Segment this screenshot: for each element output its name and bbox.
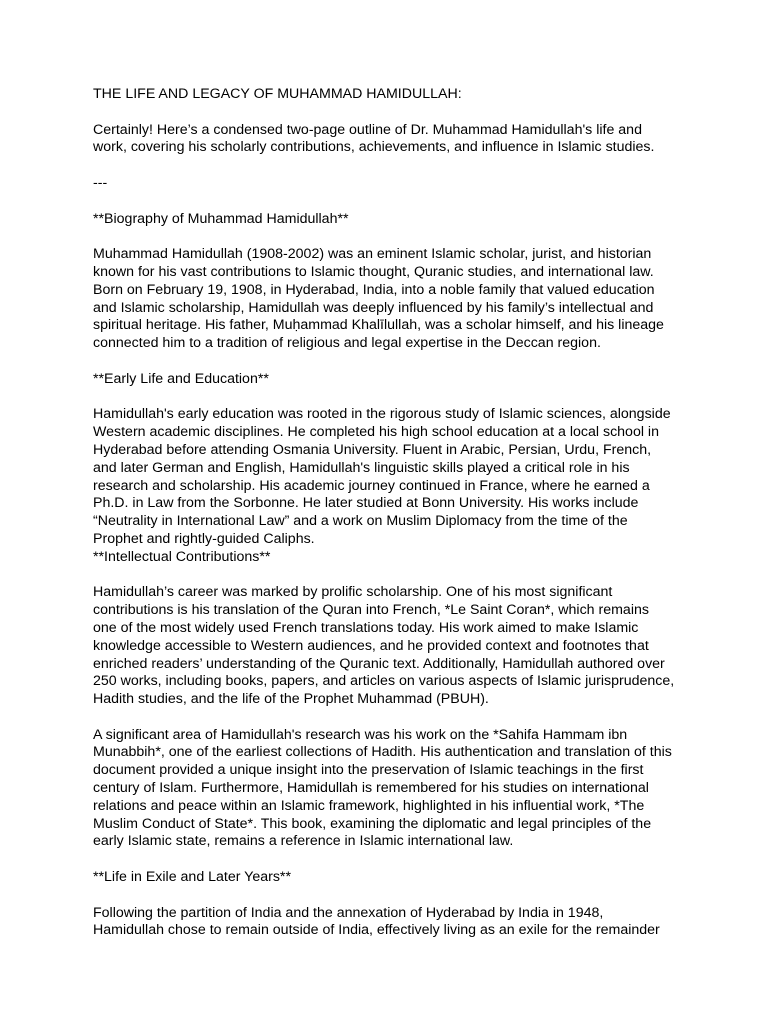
exile-paragraph: Following the partition of India and the annexation of Hyderabad by India in 1948, Hamidullah chose to remain outside of India, effectively living as an exile for the remainder — [93, 904, 660, 939]
early-life-paragraph: Hamidullah's early education was rooted in the rigorous study of Islamic sciences, alongside Western academic disciplines. He completed his high school education at a local school in Hyderabad before attending Osmania University. Fluent in Arabic, Persian, Urdu, French, and later German and English, Hamidullah's linguistic skills played a critical role in his research and scholarship. His academic journey continued in France, where he earned a Ph.D. in Law from the Sorbonne. He later studied at Bonn University. His works include “Neutrality in International Law” and a work on Muslim Diplomacy from the time of the Prophet and rightly-guided Caliphs. — [93, 406, 671, 547]
exile-heading: **Life in Exile and Later Years** — [93, 869, 291, 886]
early-life-heading: **Early Life and Education** — [93, 370, 269, 387]
contributions-paragraph-1: Hamidullah’s career was marked by prolific scholarship. One of his most significant contributions is his translation of the Quran into French, *Le Saint Coran*, which remains one of the most widely used French translations today. His work aimed to make Islamic knowledge accessible to Western audiences, and he provided context and footnotes that enriched readers’ understanding of the Quranic text. Additionally, Hamidullah authored over 250 works, including books, papers, and articles on various aspects of Islamic jurisprudence, Hadith studies, and the life of the Prophet Muhammad (PBUH). — [93, 584, 675, 708]
document-body — [93, 86, 683, 958]
biography-heading: **Biography of Muhammad Hamidullah** — [93, 210, 349, 227]
separator-line: --- — [93, 174, 108, 191]
contributions-heading: **Intellectual Contributions** — [93, 548, 271, 565]
intro-paragraph: Certainly! Here’s a condensed two-page outline of Dr. Muhammad Hamidullah's life and work, covering his scholarly contributions, achievements, and influence in Islamic studies. — [93, 121, 655, 156]
document-title: THE LIFE AND LEGACY OF MUHAMMAD HAMIDULLAH: — [93, 86, 462, 102]
biography-paragraph: Muhammad Hamidullah (1908-2002) was an eminent Islamic scholar, jurist, and historian known for his vast contributions to Islamic thought, Quranic studies, and international law. Born on February 19, 1908, in Hyderabad, India, into a noble family that valued education and Islamic scholarship, Hamidullah was deeply influenced by his family’s intellectual and spiritual heritage. His father, Muḥammad Khalīlullah, was a scholar himself, and his lineage connected him to a tradition of religious and legal expertise in the Deccan region. — [93, 246, 664, 352]
contributions-paragraph-2: A significant area of Hamidullah's research was his work on the *Sahifa Hammam ibn Munabbih*, one of the earliest collections of Hadith. His authentication and translation of this document provided a unique insight into the preservation of Islamic teachings in the first century of Islam. Furthermore, Hamidullah is remembered for his studies on international relations and peace within an Islamic framework, highlighted in his influential work, *The Muslim Conduct of State*. This book, examining the diplomatic and legal principles of the early Islamic state, remains a reference in Islamic international law. — [93, 726, 672, 850]
